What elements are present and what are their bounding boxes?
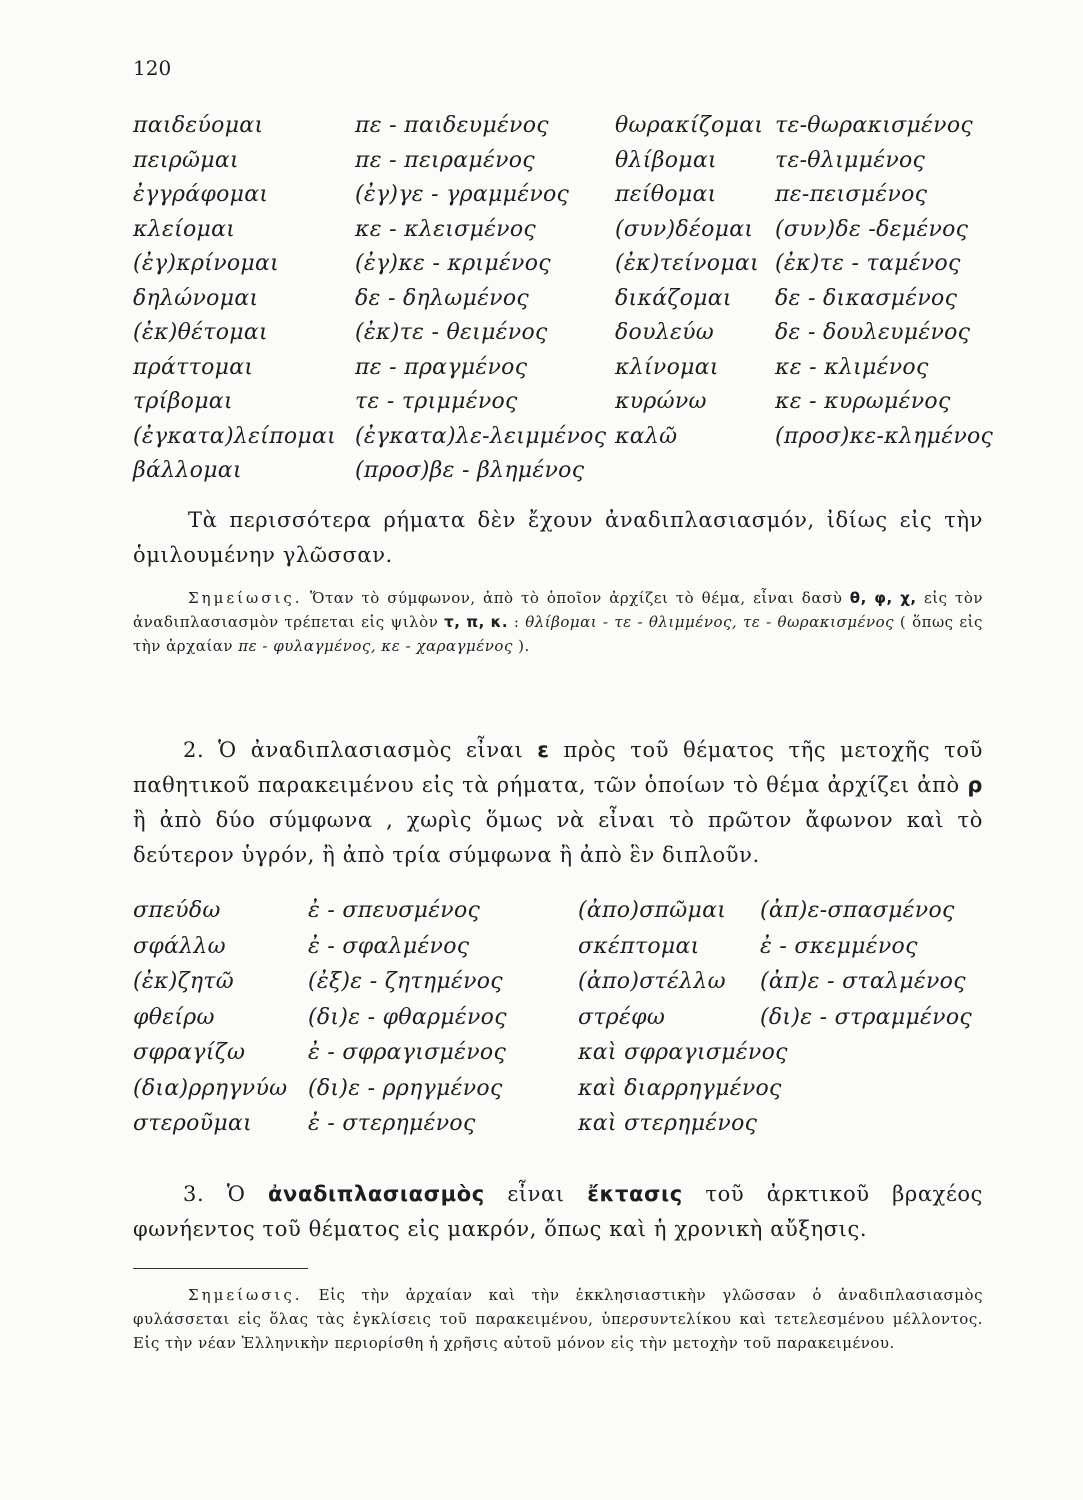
table-cell: πράττομαι <box>133 354 254 380</box>
table-cell: σπεύδω <box>133 898 221 923</box>
table-cell: (ἐκ)τε - ταμένος <box>775 251 961 276</box>
table-cell: κυρώνω <box>615 389 707 414</box>
table-cell: (συν)δέομαι <box>615 216 754 242</box>
table-cell: τε-θωρακισμένος <box>775 113 973 138</box>
table-cell: δε - δικασμένος <box>775 285 958 311</box>
footnote-divider <box>133 1268 308 1269</box>
table-cell: δουλεύω <box>615 320 715 345</box>
paragraph-2-number: 2. <box>183 738 205 762</box>
table-cell: καὶ διαρρηγμένος <box>578 1075 782 1101</box>
table-cell: στεροῦμαι <box>133 1111 253 1136</box>
paragraph-2: 2. Ὁ ἀναδιπλασιασμὸς εἶναι ε πρὸς τοῦ θέματος τῆς μετοχῆς τοῦ παθητικοῦ παρακειμένου εἰς τὰ ρήματα, τῶν ὁποίων τὸ θέμα ἀρχίζει ἀπὸ ρ ἢ ἀπὸ δύο σύμφωνα , χωρὶς ὅμως νὰ εἶναι τὸ πρῶτον ἄφωνον καὶ τὸ δεύτερον ὑγρόν, ἢ ἀπὸ τρία σύμφωνα ἢ ἀπὸ ἓν διπλοῦν. <box>133 738 983 867</box>
table-cell: ἐ - σπευσμένος <box>308 898 481 923</box>
table-cell: πε - πειραμένος <box>355 147 535 173</box>
table-cell: τε-θλιμμένος <box>775 147 926 173</box>
table-cell: πειρῶμαι <box>133 147 239 173</box>
table-cell: (ἐκ)τείνομαι <box>615 251 760 276</box>
paragraph-3: 3. Ὁ ἀναδιπλασιασμὸς εἶναι ἔκτασις τοῦ ἀρκτικοῦ βραχέος φωνήεντος τοῦ θέματος εἰς μακρόν, ὅπως καὶ ἡ χρονικὴ αὔξησις. <box>133 1182 984 1241</box>
table-cell: καὶ στερημένος <box>578 1111 758 1136</box>
table-cell: (ἐγ)κε - κριμένος <box>355 251 551 276</box>
table-cell: σφραγίζω <box>133 1040 246 1065</box>
table-cell: (ἐκ)τε - θειμένος <box>355 320 548 345</box>
table-cell: θωρακίζομαι <box>615 113 764 138</box>
table-cell: (ἀπο)σπῶμαι <box>578 898 727 923</box>
table-cell: κε - κλεισμένος <box>355 216 537 242</box>
table-cell: δε - δηλωμένος <box>355 285 530 311</box>
table-cell: βάλλομαι <box>133 458 242 483</box>
table-cell: δηλώνομαι <box>133 285 259 311</box>
table-cell: κλίνομαι <box>615 354 719 380</box>
table-cell: (ἐξ)ε - ζητημένος <box>308 969 503 994</box>
table-cell: παιδεύομαι <box>133 113 264 138</box>
table-cell: κε - κλιμένος <box>775 354 929 380</box>
table-cell: πείθομαι <box>615 182 717 207</box>
page-number: 120 <box>133 56 172 80</box>
table-cell: καὶ σφραγισμένος <box>578 1040 788 1065</box>
table-cell: (ἀπ)ε-σπασμένος <box>760 898 955 923</box>
table-cell: ἐ - σκεμμένος <box>760 933 918 959</box>
table-cell: στρέφω <box>578 1004 666 1030</box>
table-cell: (ἐκ)θέτομαι <box>133 320 268 345</box>
table-cell: (ἐγκατα)λείπομαι <box>133 423 337 449</box>
table-cell: ἐ - στερημένος <box>308 1111 476 1136</box>
table-cell: (ἐγ)κρίνομαι <box>133 251 280 276</box>
table-cell: (ἐγ)γε - γραμμένος <box>355 182 570 207</box>
table-cell: (δι)ε - ρρηγμένος <box>308 1075 503 1101</box>
table-cell: πε-πεισμένος <box>775 182 928 207</box>
table-cell: (ἐκ)ζητῶ <box>133 969 235 994</box>
footnote-label: Σημείωσις. <box>188 1286 303 1304</box>
table-cell: (δια)ρρηγνύω <box>133 1075 288 1101</box>
table-cell: (ἀπο)στέλλω <box>578 969 726 994</box>
table-cell: ἐγγράφομαι <box>133 182 269 207</box>
table-cell: φθείρω <box>133 1004 215 1030</box>
table-cell: (δι)ε - στραμμένος <box>760 1004 972 1030</box>
note-1: Σημείωσις. Ὅταν τὸ σύμφωνον, ἀπὸ τὸ ὁποῖον ἀρχίζει τὸ θέμα, εἶναι δασὺ θ, φ, χ, εἰς τὸν ἀναδιπλασιασμὸν τρέπεται εἰς ψιλὸν τ, π, κ. : θλίβομαι - τε - θλιμμένος, τε - θωρακισμένος ( ὅπως εἰς τὴν ἀρχαίαν πε - φυλαγμένος, κε - χαραγμένος ). <box>133 589 983 655</box>
table-cell: (συν)δε -δεμένος <box>775 216 969 242</box>
table-cell: πε - παιδευμένος <box>355 113 549 138</box>
table-cell: κε - κυρωμένος <box>775 389 951 414</box>
table-cell: σφάλλω <box>133 933 226 959</box>
table-cell: ἐ - σφραγισμένος <box>308 1040 507 1065</box>
table-cell: (δι)ε - φθαρμένος <box>308 1004 507 1030</box>
table-cell: (προσ)κε-κλημένος <box>775 423 994 449</box>
table-cell: τρίβομαι <box>133 389 233 414</box>
footnote: Σημείωσις. Εἰς τὴν ἀρχαίαν καὶ τὴν ἐκκλησιαστικὴν γλῶσσαν ὁ ἀναδιπλασιασμὸς φυλάσσεται εἰς ὅλας τὰς ἐγκλίσεις τοῦ παρακειμένου, ὑπερσυντελίκου καὶ τετελεσμένου μέλλοντος. Εἰς τὴν νέαν Ἑλληνικὴν περιορίσθη ἡ χρῆσις αὐτοῦ μόνον εἰς τὴν μετοχὴν τοῦ παρακειμένου. <box>133 1286 983 1352</box>
table-cell: θλίβομαι <box>615 147 717 173</box>
table-cell: ἐ - σφαλμένος <box>308 933 470 959</box>
table-cell: δε - δουλευμένος <box>775 320 971 345</box>
table-cell: καλῶ <box>615 423 678 449</box>
table-cell: (προσ)βε - βλημένος <box>355 458 585 483</box>
paragraph-1: Τὰ περισσότερα ρήματα δὲν ἔχουν ἀναδιπλασιασμόν, ἰδίως εἰς τὴν ὁμιλουμένην γλῶσσαν. <box>133 508 983 567</box>
note-label: Σημείωσις. <box>188 589 303 607</box>
table-cell: σκέπτομαι <box>578 933 700 959</box>
table-cell: πε - πραγμένος <box>355 354 528 380</box>
table-cell: (ἀπ)ε - σταλμένος <box>760 969 966 994</box>
paragraph-3-number: 3. <box>183 1182 205 1206</box>
table-cell: τε - τριμμένος <box>355 389 518 414</box>
table-cell: κλείομαι <box>133 216 236 242</box>
table-cell: (ἐγκατα)λε-λειμμένος <box>355 423 607 449</box>
table-cell: δικάζομαι <box>615 285 732 311</box>
